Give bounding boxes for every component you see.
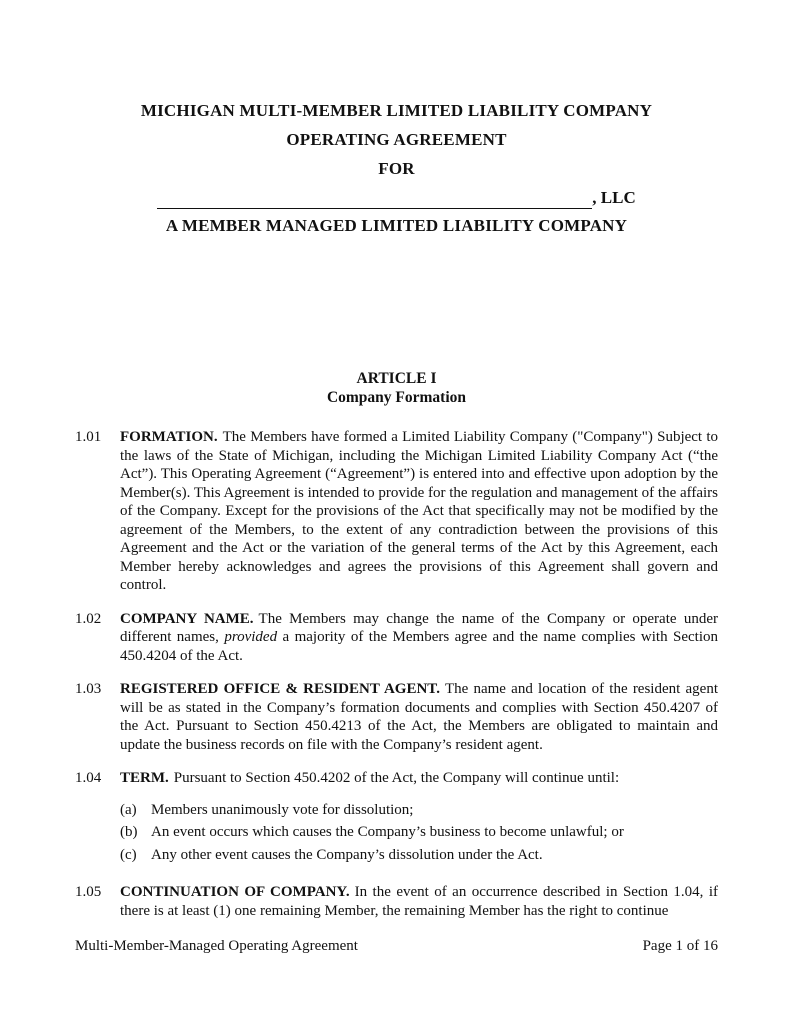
document-title-line-1: MICHIGAN MULTI-MEMBER LIMITED LIABILITY COMPANY — [140, 101, 653, 120]
list-item-text: An event occurs which causes the Company’s business to become unlawful; or — [151, 824, 624, 840]
list-item-label: (a) — [120, 801, 137, 818]
section-number: 1.01 — [75, 429, 102, 445]
section-text — [120, 610, 718, 666]
section-text — [120, 769, 718, 868]
section-body-text: a majority of the Members agree and the name complies with Section 450.4204 of the Act. — [120, 629, 719, 664]
section-body-text: The Members may change the name of the Company or operate under different names, — [120, 610, 718, 645]
section-1-04 — [75, 769, 718, 868]
article-block — [75, 369, 718, 407]
term-conditions-list — [120, 801, 718, 865]
footer-document-name: Multi-Member-Managed Operating Agreement — [75, 938, 358, 954]
title-block — [75, 100, 718, 237]
page-footer — [75, 937, 718, 956]
document-title-line-5: A MEMBER MANAGED LIMITED LIABILITY COMPANY — [165, 216, 628, 235]
section-title: TERM. — [120, 770, 169, 786]
section-number: 1.03 — [75, 681, 102, 697]
section-title: FORMATION. — [120, 429, 218, 445]
section-number: 1.04 — [75, 770, 102, 786]
section-number: 1.05 — [75, 884, 102, 900]
section-body-text: The name and location of the resident agent will be as stated in the Company’s formation documents and complies with Section 450.4207 of the Act. Pursuant to Section 450.4213 of the Act, the Members are obligated to maintain and update the business records on file with the Company’s resident agent. — [120, 681, 718, 753]
article-subheading: Company Formation — [326, 389, 467, 406]
section-1-03 — [75, 680, 718, 754]
section-title: REGISTERED OFFICE & RESIDENT AGENT. — [120, 681, 440, 697]
list-item — [120, 823, 718, 842]
section-1-02 — [75, 610, 718, 666]
section-title: CONTINUATION OF COMPANY. — [120, 884, 350, 900]
section-number: 1.02 — [75, 610, 102, 627]
list-item-text: Any other event causes the Company’s dissolution under the Act. — [151, 846, 543, 863]
list-item-label: (b) — [120, 824, 138, 840]
document-title-line-3: FOR — [378, 159, 415, 178]
section-text — [120, 680, 718, 754]
section-1-05 — [75, 883, 718, 920]
section-body-text: In the event of an occurrence described in Section 1.04, if there is at least (1) one remaining Member, the remaining Member has the right to continue — [120, 884, 718, 919]
list-item-label: (c) — [120, 846, 137, 863]
company-name-row — [75, 187, 718, 209]
section-title: COMPANY NAME. — [120, 610, 254, 627]
list-item-text: Members unanimously vote for dissolution; — [151, 801, 414, 818]
list-item — [120, 846, 718, 865]
article-heading: ARTICLE I — [356, 370, 437, 387]
section-text — [120, 883, 718, 920]
footer-page-number: Page 1 of 16 — [642, 938, 718, 954]
list-item — [120, 801, 718, 820]
section-text — [120, 428, 718, 595]
section-body-text: Pursuant to Section 450.4202 of the Act, the Company will continue until: — [173, 770, 620, 786]
document-title-line-2: OPERATING AGREEMENT — [286, 130, 507, 149]
section-body-text: The Members have formed a Limited Liability Company ("Company") Subject to the laws of the State of Michigan, including the Michigan Limited Liability Company Act (“the Act”). This Operating Agreement (“Agreement”) is entered into and effective upon adoption by the Member(s). This Agreement is intended to provide for the regulation and management of the affairs of the Company. Except for the provisions of the Act that specifically may not be modified by the agreement of the Members, to the extent of any contradiction between the provisions of this Agreement and the Act or the variation of the general terms of the Act by this Agreement, each Member hereby acknowledges and agrees the provisions of this Agreement shall govern and control. — [120, 429, 719, 593]
italic-term: provided — [224, 629, 278, 645]
llc-suffix: , LLC — [592, 188, 636, 207]
section-1-01 — [75, 428, 718, 595]
sections-container — [75, 428, 718, 920]
company-name-blank[interactable] — [157, 188, 592, 209]
